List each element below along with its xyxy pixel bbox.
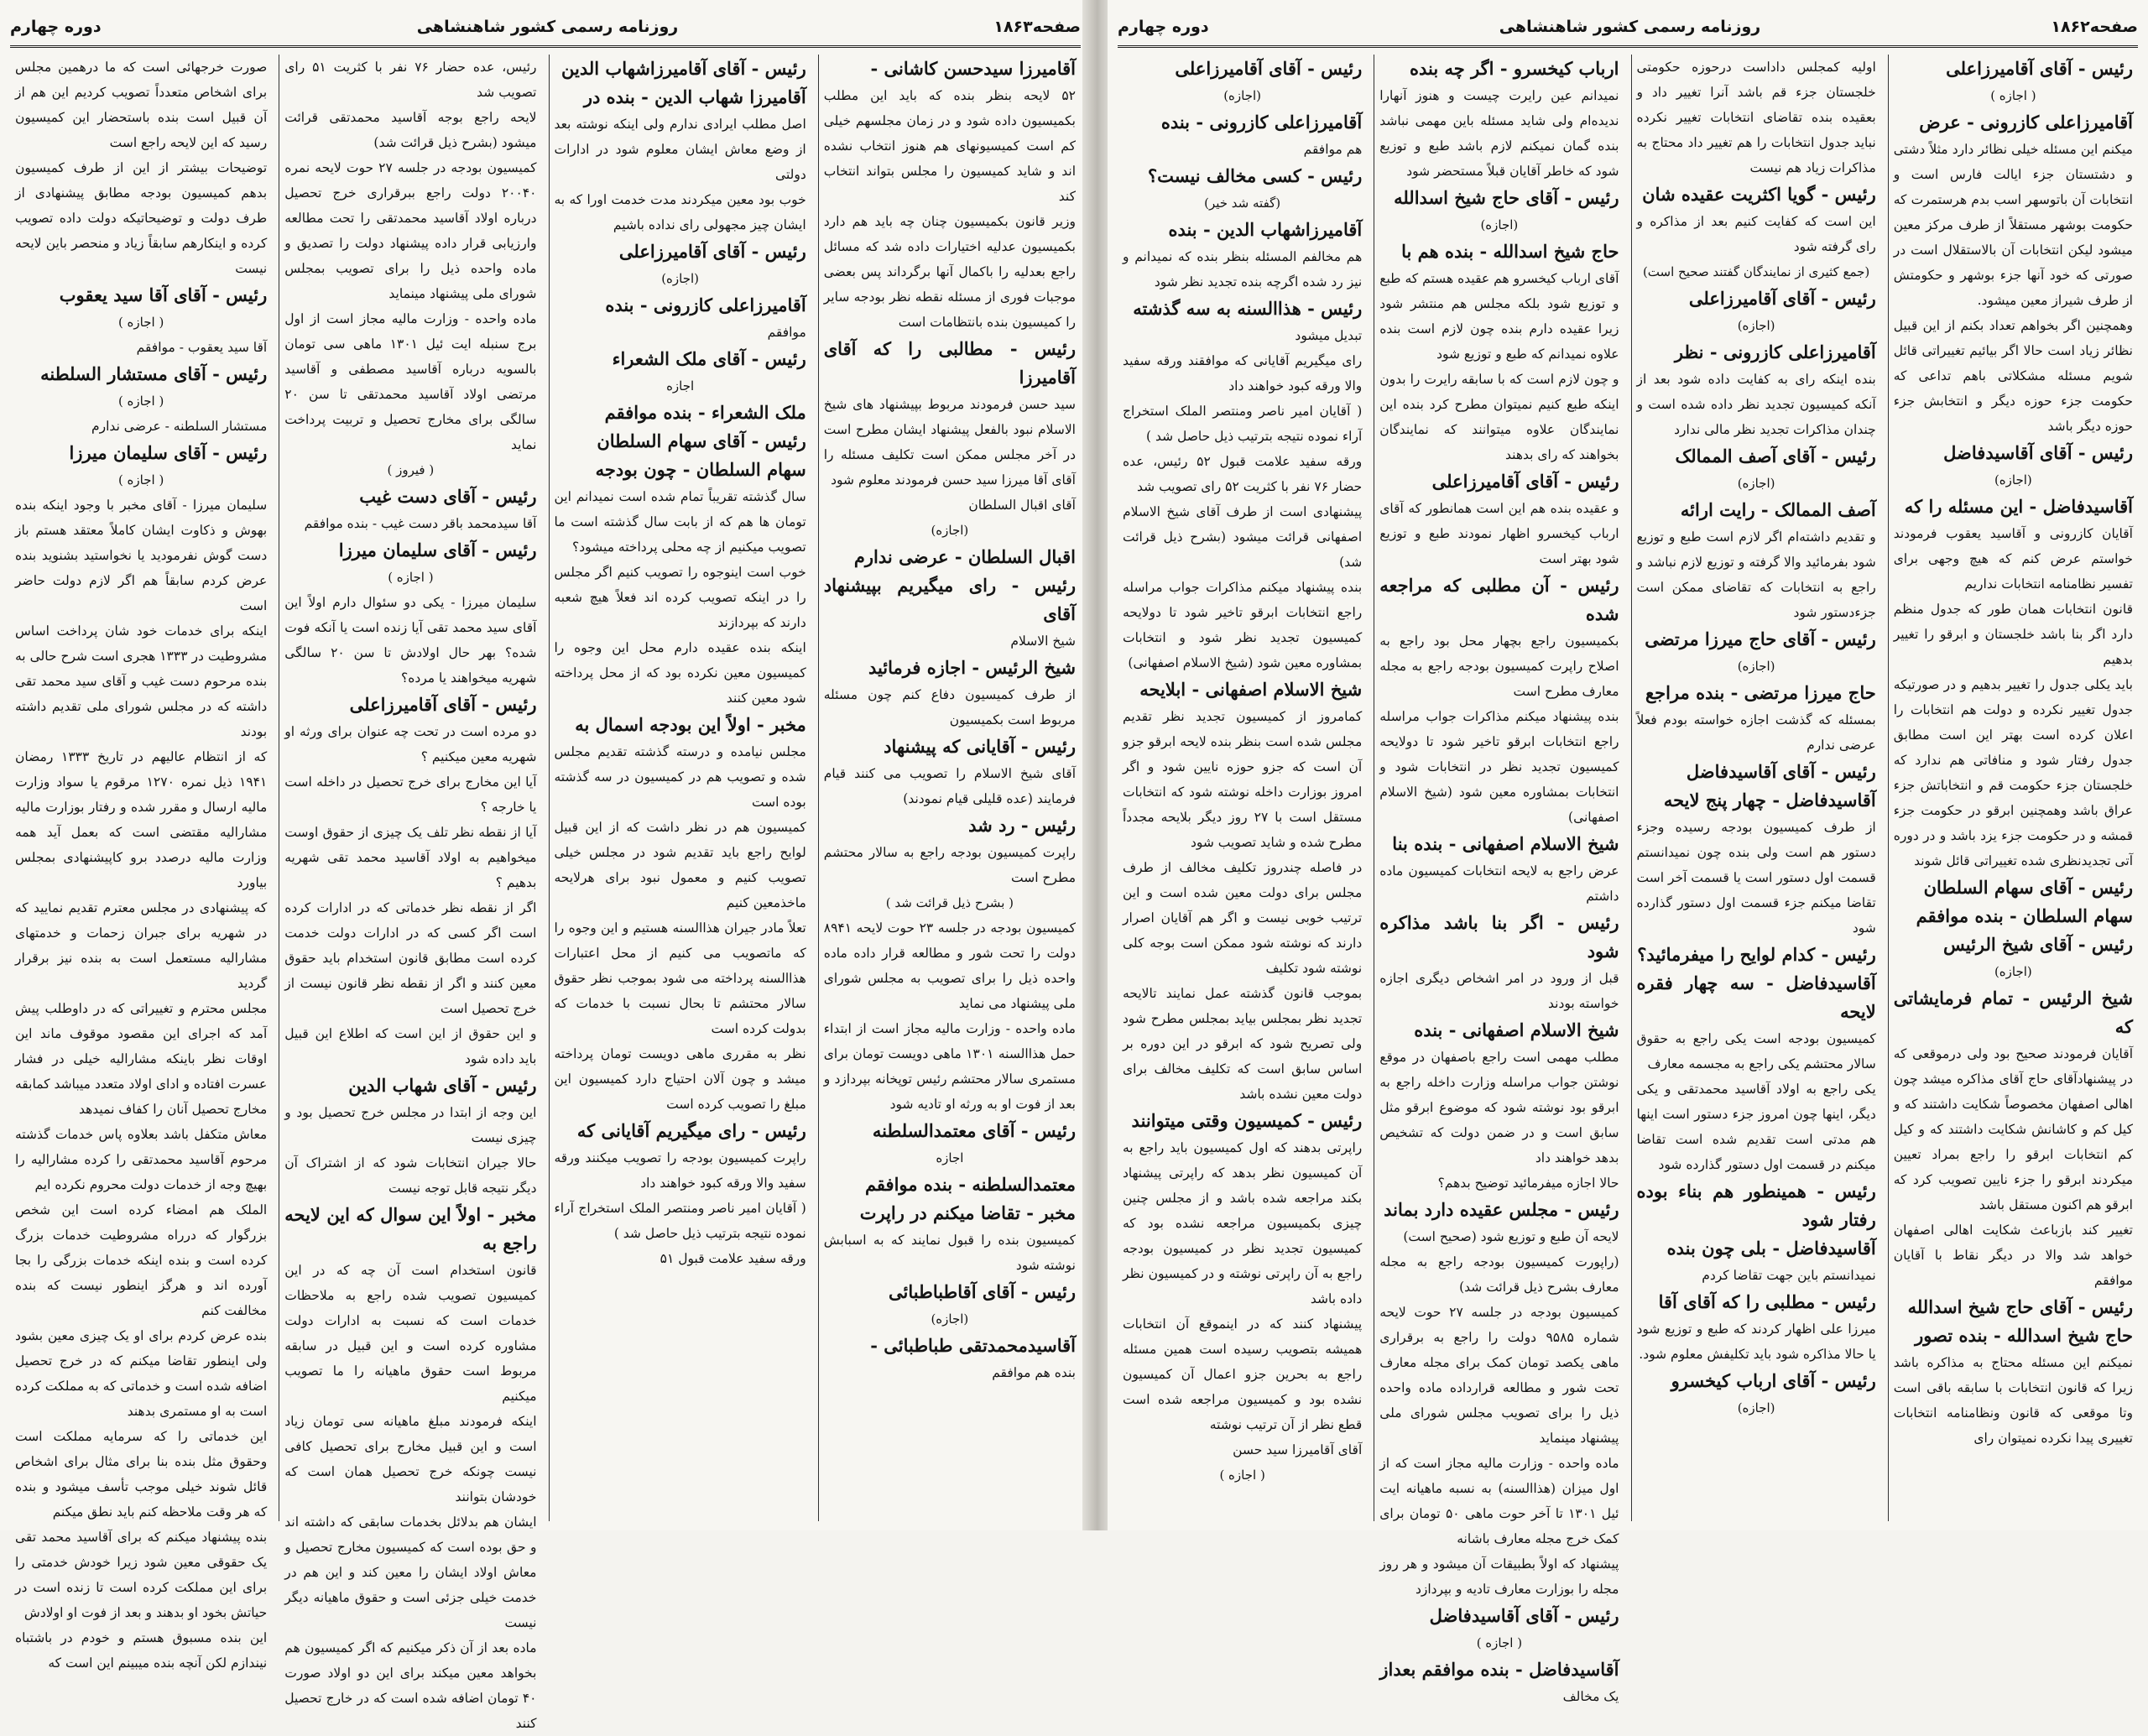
paragraph: نظر به مقرری ماهی دویست تومان پرداخته میشد و چون آلان احتیاج دارد کمیسیون این مبلغ را تصویب کرده است — [554, 1046, 806, 1112]
note-line: (اجازه) — [931, 1311, 969, 1327]
paragraph: سلیمان میرزا - یکی دو سئوال دارم اولاً این آقای سید محمد تقی آیا زنده است یا آنکه فوت شده؟ بهر حال اولادش تا سن ۲۰ سالگی شهریه میخواهند یا مرده؟ — [284, 595, 537, 686]
paragraph: آقایان فرمودند صحیح بود ولی درموقعی که در پیشنهادآقای حاج آقای مذاکره میشد چون اهالی اصفهان مخصوصاً شکایت داشتند که و کیل کم و کاشانش شکایت داشتند که و کیل کم انتخابات ابرقو را راجع بمراد تعیین میکردند ابرقو را جزء نایین تصویب کرد که ابرقو هم اکنون مستقل باشد — [1893, 1046, 2133, 1212]
speaker-line: سهام السلطان - بنده موافقم — [1916, 905, 2133, 926]
column-group — [1118, 55, 2138, 1704]
speaker-line: رئیس - آقای معتمدالسلطنه — [872, 1120, 1076, 1141]
page-header — [1118, 8, 2138, 48]
paragraph: ۵۲ لایحه بنظر بنده که باید این مطلب بکمیسیون داده شود و در زمان مجلسهم خیلی کم است کمیسیونهای هم هنوز انتخاب نشده اند و شاید کمیسیون را مجلس بتواند انتخاب کند — [823, 88, 1076, 204]
speaker-line: رئیس - آقای شیخ الرئیس — [1942, 934, 2133, 955]
paragraph: وزیر قانون بکمیسیون چنان چه باید هم دارد بکمیسیون عدلیه اختیارات داده شد که مسائل راجع بعدلیه را باکمال آنها برگرداند پس بعضی موجبات فوری از مسئله نقطه نظر بودجه سایر را کمیسیون بنده بانتظامات است — [823, 214, 1076, 330]
paragraph: تغییر کند بازباعث شکایت اهالی اصفهان خواهد شد والا در دیگر نقاط با آقایان موافقم — [1893, 1222, 2133, 1288]
paragraph: کمامروز از کمیسیون تجدید نظر تقدیم مجلس شده است بنظر بنده لایحه ابرقو جزو آن است که جزو حوزه نایین شود و اگر امروز بوزارت داخله نوشته شود که انتخابات مستقل است با ۲۷ روز دیگر بلایحه مجدداً مطرح شده و شاید تصویب شود — [1123, 709, 1363, 850]
paragraph: آقای اقبال السلطان — [968, 498, 1076, 513]
paragraph: مستشار السلطنه - عرضی ندارم — [91, 419, 268, 434]
paragraph: اینکه فرمودند مبلغ ماهیانه سی تومان زیاد است و این قبیل مخارج برای تحصیل کافی نیست چونکه خرج تحصیل همان است که خودشان بتوانند — [284, 1414, 537, 1504]
note-line: (اجازه) — [1737, 476, 1775, 491]
speaker-line: رئیس - آقای آقامیرزاعلی — [1431, 471, 1619, 492]
paragraph: مطلب مهمی است راجع باصفهان در موقع نوشتن جواب مراسله وزارت داخله راجع به ابرقو بود نوشته شود که موضوع ابرقو مثل سابق است و در ضمن دولت که تشخیص بدهد خواهند داد — [1379, 1050, 1619, 1165]
paragraph: نمیدانستم باین جهت تقاضا کردم — [1702, 1268, 1876, 1283]
paragraph: و این حقوق از این است که اطلاع این قبیل باید داده شود — [284, 1026, 537, 1066]
note-line: ( اجازه ) — [1219, 1468, 1265, 1483]
paragraph: نمیکنم این مسئله محتاج به مذاکره باشد زیرا که قانون انتخابات با سابقه باقی است وتا موقعی که قانون ونظامنامه انتخابات تغییری پیدا نکرده نمیتوان رای — [1893, 1355, 2133, 1446]
paragraph: شیخ الاسلام — [1010, 633, 1076, 649]
paragraph: لایحه راجع بوجه آقاسید محمدتقی قرائت میشود (بشرح ذیل قرائت شد) — [284, 110, 537, 150]
speaker-line: رئیس - آقای آقامیرزاعلی — [618, 241, 806, 262]
speaker-line: آقاسیدمحمدتقی طباطبائی - — [870, 1335, 1076, 1356]
paragraph: آقایان کازرونی و آقاسید یعقوب فرمودند خواستم عرض کنم که هیچ وجهی برای تفسیر نظامنامه انتخابات نداریم — [1893, 526, 2133, 592]
paragraph: بنده عرض کردم برای او یک چیزی معین بشود ولی اینطور تقاضا میکنم که در خرج تحصیل اضافه شده است و خدماتی که به مملکت کرده است به او مستمری بدهند — [15, 1328, 268, 1419]
speaker-line: رئیس - آقای مستشار السلطنه — [40, 363, 268, 384]
paragraph: بنده هم موافقم — [992, 1365, 1076, 1380]
speaker-line: رئیس - آقای آقا سید یعقوب — [59, 284, 268, 305]
speaker-line: رئیس - کدام لوایح را میفرمائید؟ — [1637, 944, 1876, 965]
paragraph: کمیسیون بنده را قبول نمایند که به اسبابش نوشته شود — [823, 1233, 1076, 1273]
paragraph: موافقم — [767, 325, 806, 340]
paragraph: نمیدانم عین رایرت چیست و هنوز آنهارا ندیده‌ام ولی شاید مسئله باین مهمی نباشد بنده گمان نمیکنم لازم باشد طبع و توزیع شود که خاطر آقایان قبلاً مستحضر شود — [1379, 88, 1619, 179]
speaker-line: رئیس - آقای سلیمان میرزا — [338, 540, 537, 560]
speaker-line: آقاسیدفاضل - این مسئله را که — [1904, 496, 2133, 517]
note-line: (اجازه) — [1994, 472, 2032, 487]
speaker-line: رئیس - آقای آقامیرزاعلی — [1688, 288, 1876, 309]
note-line: ( اجازه ) — [1476, 1635, 1523, 1650]
paragraph: آیا این مخارج برای خرج تحصیل در داخله است یا خارجه ؟ — [284, 774, 537, 815]
paragraph: قانون استخدام است آن چه که در این کمیسیون تصویب شده راجع به ملاحظات خدمات است که نسبت به ادارات دولت مشاوره کرده است و این قبیل در سابقه مربوط است حقوق ماهیانه را ما تصویب میکنیم — [284, 1263, 537, 1404]
speaker-line: آقامیرزاعلی کازرونی - نظر — [1674, 341, 1876, 362]
paragraph: سال گذشته تقریباً تمام شده است نمیدانم این تومان ها هم که از بابت سال گذشته است ما تصویب میکنیم از چه محلی پرداخته میشود؟ — [554, 489, 806, 555]
paragraph: باید یکلی جدول را تغییر بدهیم و در صورتیکه جدول تغییر نکرده و دولت هم انتخابات را اعلان کرده است بهتر این است مطابق جدول رفتار شود و منافاتی هم ندارد که خلجستان جزء حکومت قم و انتخاباتش جزء عراق باشد وهمچنین ابرقو در حکومت جزء قمشه و در حکومت جزء یزد باشد و در دوره آتی تجدیدنظری شده تغییراتی قائل شوند — [1893, 677, 2133, 868]
speaker-line: رئیس - کمیسیون وقتی میتوانند — [1131, 1110, 1363, 1131]
right-page — [1108, 0, 2148, 1704]
speaker-line: رئیس - اگر بنا باشد مذاکره شود — [1379, 912, 1619, 962]
speaker-line: شیخ الاسلام اصفهانی - ابلایحه — [1139, 679, 1363, 700]
speaker-line: آقاسیدفاضل - چهار پنج لایحه — [1663, 790, 1876, 811]
speaker-line: آصف الممالک - رایت ارائه — [1680, 499, 1876, 520]
speaker-line: آقاسیدفاضل - بنده موافقم بعداز — [1379, 1659, 1619, 1680]
paragraph: صورت خرجهائی است که ما درهمین مجلس برای اشخاص متعدداً تصویب کردیم این هم از آن قبیل است بنده باستحضار این کمیسیون رسید که این لایحه راجع است — [15, 60, 268, 150]
paragraph: اگر از نقطه نظر خدماتی که در ادارات کرده است اگر کسی که در ادارات دولت خدمت کرده است مطابق قانون استخدام باید حقوق معین کنند و اگر از نقطه نظر قانون نیست از خرج تحصیل است — [284, 900, 537, 1016]
paragraph: ماده واحده - وزارت مالیه مجاز است از ابتداء حمل هذاالسنه ۱۳۰۱ ماهی دویست تومان برای مستمری سالار محتشم رئیس توپخانه بپردازد و بعد از فوت او به ورثه او تادیه شود — [823, 1021, 1076, 1112]
speaker-line: رئیس - آقای آقاسیدفاضل — [1429, 1605, 1619, 1626]
speaker-line: رئیس - آقای آقامیرزاعلی — [1946, 58, 2133, 79]
note-line: ( اجازه ) — [117, 472, 164, 487]
speaker-line: رئیس - آقای آصف الممالک — [1675, 446, 1876, 467]
newspaper-title: روزنامه رسمی کشور شاهنشاهی — [416, 18, 679, 36]
paragraph: هم مخالفم المسئله بنظر بنده که نمیدانم و نیز رد شده اگرچه بنده تجدید نظر شود — [1123, 249, 1363, 289]
paragraph: ( آقایان امیر ناصر ومنتصر الملک استخراج آراء نموده نتیجه بترتیب ذیل حاصل شد ) — [1123, 404, 1363, 444]
note-line: (اجازه) — [1737, 659, 1775, 674]
paragraph: قبل از ورود در امر اشخاص دیگری اجازه خواسته بودند — [1379, 971, 1619, 1011]
paragraph: ماده واحده - وزارت مالیه مجاز است که از اول میزان (هذاالسنه) به نسبه ماهیانه ایت ئیل ۱۳۰۱ تا آخر حوت ماهی ۵۰ تومان برای کمک خرج مجله معارف باشانه — [1379, 1456, 1619, 1546]
paragraph: آقای آقامیرزا سید حسن — [1233, 1442, 1363, 1457]
paragraph: که پیشنهادی در مجلس معترم تقدیم نمایید که در شهریه برای جبران زحمات و خدمتهای مشارالیه مستعمل است به بنده نیز برقرار گردید — [15, 900, 268, 991]
paragraph: راپرتی بدهند که اول کمیسیون باید راجع به آن کمیسیون نظر بدهد که راپرتی پیشنهاد بکند مراجعه شده باشد و از مجلس چنین چیزی بکمیسیون مراجعه نشده بود که کمیسیون تجدید نظر در کمیسیون بودجه راجع به آن راپرتی نوشته و در کمیسیون نظر داده باشد — [1123, 1140, 1363, 1306]
paragraph: رای میگیریم آقایانی که موافقند ورقه سفید والا ورقه کبود خواهند داد — [1123, 353, 1363, 394]
speaker-line: آقامیرزاعلی کازرونی - بنده — [605, 295, 806, 315]
speaker-line: رئیس - آقای آقامیرزاعلی — [1175, 58, 1363, 79]
paragraph: عرض راجع به لایحه انتخابات کمیسیون ماده داشتم — [1379, 863, 1619, 904]
speaker-line: رئیس - آقای شهاب الدین — [348, 1075, 537, 1096]
speaker-line: رئیس - آن مطلبی که مراجعه شده — [1379, 575, 1619, 624]
paragraph: بنده پیشنهاد میکنم که برای آقاسید محمد تقی یک حقوقی معین شود زیرا خودش خدمتی را برای این مملکت کرده است تا زنده است در حیاتش بخود او بدهند و بعد از فوت او اولادش — [15, 1530, 268, 1620]
paragraph: کمیسیون بودجه در جلسه ۲۷ حوت لایحه نمره ۲۰۰۴۰ دولت راجع ببرقراری خرج تحصیل درباره اولاد آقاسید محمدتقی را تحت مطالعه وارزیابی قرار داده پیشنهاد دولت را تصدیق و ماده واحده ذیل را برای تصویب بمجلس شورای ملی پیشنهاد مینماید — [284, 160, 537, 301]
speaker-line: رئیس - آقای آقاطباطبائی — [889, 1281, 1076, 1302]
paragraph: ایشان هم بدلائل بخدمات سابقی که داشته اند و حق بوده است که کمیسیون مخارج تحصیل و معاش اولاد ایشان را معین کند و این هم در خدمت خیلی جزئی است و حقوق ماهیانه دیگر نیست — [284, 1514, 537, 1630]
paragraph: حالا اجازه میفرمائید توضیح بدهم؟ — [1437, 1176, 1619, 1191]
note-line: اجازه — [666, 378, 695, 394]
speaker-line: رئیس - آقای سهام السلطان — [1923, 877, 2133, 898]
speaker-line: ارباب کیخسرو - اگر چه بنده — [1410, 58, 1619, 79]
speaker-line: شیخ الاسلام اصفهانی - بنده — [1414, 1019, 1619, 1040]
paragraph: بموجب قانون گذشته عمل نمایند تالایحه تجدید نظر بمجلس بیاید بمجلس مطرح شود ولی تصریح شود که ابرقو در این دوره بر اساس سابق است که تکلیف مخالف برای دولت معین نشده باشد — [1123, 986, 1363, 1102]
speaker-line: رئیس - آقایانی که پیشنهاد — [884, 736, 1076, 757]
paragraph: کمیسیون هم در نظر داشت که از این قبیل لوایح راجع باید تقدیم شود در مجلس خیلی تصویب کنیم و معمول نبود برای هرلایحه ماخذمعین کنیم — [554, 820, 806, 910]
paragraph: ماده واحده - وزارت مالیه مجاز است از اول برج سنبله ایت ئیل ۱۳۰۱ ماهی سی تومان بالسویه درباره آقاسید مصطفی و آقاسید مرتضی اولاد آقاسید محمدتقی تا سن ۲۰ سالگی برای مخارج تحصیل و تربیت پرداخت نماید — [284, 311, 537, 452]
paragraph: معاش متکفل باشد بعلاوه پاس خدمات گذشته مرحوم آقاسید محمدتقی را کرده مشارالیه را بهیچ وجه از خدمات دولت محروم نکرده ایم — [15, 1127, 268, 1192]
paragraph: سلیمان میرزا - آقای مخبر با وجود اینکه بنده بهوش و ذکاوت ایشان کاملاً معتقد هستم باز دست گوش نفرمودید یا نخواستید بشنوید بنده عرض کردم سابقاً هم اگر لازم دولت حاضر است — [15, 498, 268, 613]
speaker-line: رئیس - آقای حاج شیخ اسدالله — [1394, 187, 1619, 208]
speaker-line: شیخ الرئیس - تمام فرمایشاتی که — [1893, 988, 2133, 1037]
paragraph: یکی راجع به اولاد آقاسید محمدتقی و یکی دیگر، اینها چون امروز جزء دستور است اینها هم مدتی است تقدیم شده است تقاضا میکنم در قسمت اول دستور گذارده شود — [1636, 1082, 1876, 1172]
text-column — [10, 55, 272, 1671]
note-line: (گفته شد خیر) — [1204, 195, 1281, 211]
speaker-line: حاج شیخ اسدالله - بنده هم با — [1401, 241, 1619, 262]
paragraph: راپرت کمیسیون بودجه راجع به سالار محتشم مطرح است — [823, 845, 1076, 885]
paragraph: از طرف کمیسیون دفاع کنم چون مسئله مربوط است بکمیسیون — [823, 687, 1076, 727]
paragraph: حالا جیران انتخابات شود که از اشتراک آن دیگر نتیجه قابل توجه نیست — [284, 1155, 537, 1196]
note-line: (اجازه) — [1994, 964, 2032, 979]
paragraph: بمسئله که گذشت اجازه خواسته بودم فعلاً عرضی ندارم — [1636, 712, 1876, 753]
paragraph: و عقیده بنده هم این است همانطور که آقای ارباب کیخسرو اظهار نمودند طبع و توزیع شود بهتر است — [1379, 501, 1619, 566]
term-label: دوره چهارم — [1118, 18, 1209, 36]
text-column — [1374, 55, 1624, 1704]
paragraph: بنده اینکه رای به کفایت داده شود بعد از آنکه کمیسیون تجدید نظر داده شده است و چندان مذاکرات تجدید نظر مالی ندارد — [1636, 372, 1876, 437]
speaker-line: معتمدالسلطنه - بنده موافقم — [864, 1174, 1076, 1195]
text-column — [1118, 55, 1367, 1521]
speaker-line: رئیس - رد شد — [968, 815, 1076, 836]
paragraph: و تقدیم داشته‌ام اگر لازم است طبع و توزیع شود بفرمائید والا گرفته و توزیع لازم نباشد و راجع به انتخابات که تقاضای ممکن است جزءدستور شود — [1636, 529, 1876, 620]
note-line: ( اجازه ) — [117, 315, 164, 330]
paragraph: میرزا علی اظهار کردند که طبع و توزیع شود یا حالا مذاکره شود باید تکلیفش معلوم شود. — [1636, 1322, 1876, 1362]
paragraph: میکنم این مسئله خیلی نظائر دارد مثلاً دشتی و دشتستان جزء ایالت فارس است و انتخابات آن باتوسهر اسب بدم هرستمرت که حکومت بوشهر مستقلاً از طرف مرکز معین میشود لیکن انتخابات آن بالاستقلال است در صورتی که خود آنها جزء بوشهر و حکومتش از طرف شیراز معین میشود. — [1893, 142, 2133, 308]
paragraph: کمیسیون بودجه در جلسه ۲۷ حوت لایحه شماره ۹۵۸۵ دولت را راجع به برقراری ماهی یکصد تومان کمک برای مجله معارف تحت شور و مطالعه قرارداده ماده واحده ذیل را برای تصویب مجلس شورای ملی پیشنهاد مینماید — [1379, 1305, 1619, 1446]
paragraph: آیا از نقطه نظر تلف یک چیزی از حقوق اوست میخواهیم به اولاد آقاسید محمد تقی شهریه بدهیم ؟ — [284, 825, 537, 890]
paragraph: اینکه بنده عقیده دارم محل این وجوه را کمیسیون معین نکرده بود که از محل پرداخته شود معین کنند — [554, 640, 806, 706]
paragraph: وهمچنین اگر بخواهم تعداد بکنم از این قبیل نظائر زیاد است حالا اگر بیائیم تغییراتی قائل شویم مسئله مشکلاتی باهم تداعی که حکومت جزء حوزه دیگر و انتخابش جزء حوزه دیگر باشد — [1893, 318, 2133, 434]
page-number: صفحه۱۸۶۲ — [2051, 18, 2138, 36]
speaker-line: آقامیرزاعلی کازرونی - عرض — [1919, 112, 2133, 133]
paragraph: سید حسن فرمودند مربوط بپیشنهاد های شیخ الاسلام نبود بالفعل پیشنهاد ایشان مطرح است در آخر مجلس ممکن است تکلیف مسئله را آقای آقا میرزا سید حسن فرمودند معلوم شود — [823, 397, 1076, 487]
speaker-line: رئیس - آقای دست غیب — [359, 486, 537, 507]
paragraph: لایحه آن طبع و توزیع شود (صحیح است) — [1403, 1229, 1619, 1244]
speaker-line: رئیس - مطالبی را که آقای آقامیرزا — [823, 338, 1076, 388]
term-label: دوره چهارم — [10, 18, 102, 36]
text-column — [818, 55, 1081, 1521]
paragraph: که از انتظام عالیهم در تاریخ ۱۳۳۳ رمضان ۱۹۴۱ ذیل نمره ۱۲۷۰ مرقوم یا سواد وزارت مالیه ارسال و مقرر شده و رفتار بوزارت مالیه مشارالیه مقتضی است که بعمل آید همه وزارت مالیه درصدد برو کاپیشنهادی بمجلس بیاورد — [15, 749, 268, 890]
paragraph: خوب است اینوجوه را تصویب کنیم اگر مجلس را در اینکه تصویب کرده اند فعلاً هیچ شعبه دارند که بپردازند — [554, 565, 806, 630]
speaker-line: رئیس - آقای آقاسیدفاضل — [1686, 761, 1876, 782]
speaker-line: رئیس - آقای حاج میرزا مرتضی — [1645, 628, 1876, 649]
speaker-line: شیخ الاسلام اصفهانی - بنده بنا — [1392, 833, 1619, 854]
note-line: (اجازه) — [1737, 318, 1775, 333]
speaker-line: مخبر - تقاضا میکنم در راپرت — [859, 1202, 1076, 1223]
speaker-line: رئیس - کسی مخالف نیست؟ — [1147, 165, 1363, 186]
speaker-line: حاج شیخ اسدالله - بنده تصور — [1915, 1325, 2133, 1346]
note-line: ( اجازه ) — [1990, 88, 2036, 103]
note-line: (اجازه) — [1223, 88, 1262, 103]
speaker-line: رئیس - آقای حاج شیخ اسدالله — [1907, 1296, 2133, 1317]
paragraph: مجلس نیامده و درسته گذشته تقدیم مجلس شده و تصویب هم در کمیسیون در سه گذشته بوده است — [554, 744, 806, 810]
column-group — [10, 55, 1081, 1731]
page-header — [10, 8, 1081, 48]
text-column — [1888, 55, 2138, 1521]
speaker-line: حاج میرزا مرتضی - بنده مراجع — [1645, 682, 1876, 703]
speaker-line: رئیس - مطلبی را که آقای آقا — [1658, 1291, 1876, 1312]
paragraph: این خدماتی را که سرمایه مملکت است وحقوق مثل بنده بنا برای مثال برای اشخاص قائل شوند خیلی موجب تأسف میشود و بنده که هر وقت ملاحظه کنم باید نطق میکنم — [15, 1429, 268, 1520]
paragraph: آقا سید یعقوب - موافقم — [136, 340, 268, 355]
note-line: ( اجازه ) — [388, 570, 434, 585]
paragraph: از طرف کمیسیون بودجه رسیده وجزء دستور هم است ولی بنده چون نمیدانستم قسمت اول دستور است یا قسمت آخر است تقاضا میکنم جزء قسمت اول دستور گذارده شود — [1636, 820, 1876, 936]
speaker-line: مخبر - اولاً این بودجه اسمال به — [575, 714, 806, 735]
text-column — [279, 55, 541, 1731]
note-line: اجازه — [936, 1150, 964, 1165]
paragraph: ( آقایان امیر ناصر ومنتصر الملک استخراج آراء نموده نتیجه بترتیب ذیل حاصل شد ) — [554, 1201, 806, 1241]
note-line: (اجازه) — [661, 271, 700, 286]
speaker-line: آقامیرزاعلی کازرونی - بنده — [1160, 112, 1363, 133]
speaker-line: ملک الشعراء - بنده موافقم — [604, 402, 806, 423]
speaker-line: سهام السلطان - چون بودجه — [595, 459, 806, 480]
speaker-line: رئیس - همینطور هم بناء بوده رفتار شود — [1636, 1181, 1876, 1230]
text-column — [549, 55, 811, 1521]
page-number: صفحه۱۸۶۳ — [993, 18, 1081, 36]
paragraph: خوب بود معین میکردند مدت خدمت اورا که به ایشان چیز مجهولی رای نداده باشیم — [554, 192, 806, 232]
paragraph: دو مرده است در تحت چه عنوان برای ورثه او شهریه معین میکنیم ؟ — [284, 724, 537, 764]
speaker-line: آقاسیدفاضل - سه چهار فقره لایحه — [1636, 972, 1876, 1022]
paragraph: آقای شیخ الاسلام را تصویب می کنند قیام فرمایند (عده قلیلی قیام نمودند) — [823, 766, 1076, 806]
paragraph: بنده پیشنهاد میکنم مذاکرات جواب مراسله راجع انتخابات ابرقو تاخیر شود تا دولایحه کمیسیون تجدید نظر شود و انتخابات بمشاوره معین شود (شیخ الاسلام اصفهانی) — [1123, 580, 1363, 670]
speaker-line: رئیس - آقای آقامیرزاشهاب الدین — [561, 58, 806, 79]
paragraph: و چون لازم است که با سابقه رایرت را بدون اینکه طبع کنیم نمیتوان مطرح کرد بنده این نمایندگان علاوه میتوانند که نمایندگان بخواهند که رای بدهند — [1379, 372, 1619, 462]
note-line: (اجازه) — [1480, 217, 1519, 232]
note-line: (جمع کثیری از نمایندگان گفتند صحیح است) — [1642, 264, 1870, 279]
paragraph: هم موافقم — [1303, 142, 1363, 157]
speaker-line: رئیس - گویا اکثریت عقیده شان — [1642, 184, 1876, 205]
paragraph: اینکه برای خدمات خود شان پرداخت اساس مشروطیت در ۱۳۳۳ هجری است شرح حالی به بنده مرحوم دست غیب و آقای سید محمد تقی داشته که در مجلس شورای ملی تقدیم داشته بودند — [15, 623, 268, 739]
paragraph: اصل مطلب ایرادی ندارم ولی اینکه نوشته بعد از وضع معاش ایشان معلوم شود در ادارات دولتی — [554, 117, 806, 182]
paragraph: بکمیسیون راجع بچهار محل بود راجع به اصلاح راپرت کمیسیون بودجه راجع به مجله معارف مطرح است — [1379, 633, 1619, 699]
speaker-line: رئیس - آقای ملک الشعراء — [612, 348, 806, 369]
speaker-line: رئیس - آقای آقامیرزاعلی — [349, 694, 537, 715]
paragraph: الملک هم امضاء کرده است این شخص بزرگوار که درراه مشروطیت خدمات بزرگ کرده است و بنده اینکه خدمات بزرگی را بجا آورده اند و هرگز اینطور نیست که بنده مخالفت کنم — [15, 1202, 268, 1318]
newspaper-title: روزنامه رسمی کشور شاهنشاهی — [1499, 18, 1761, 36]
speaker-line: رئیس - هذاالسنه به سه گذشته — [1133, 298, 1363, 319]
speaker-line: اقبال السلطان - عرضی ندارم — [853, 546, 1076, 567]
paragraph: ماده بعد از آن ذکر میکنیم که اگر کمیسیون هم بخواهد معین میکند برای این دو اولاد صورت ۴۰ تومان اضافه شده است که در خارج تحصیل کنند — [284, 1640, 537, 1731]
speaker-line: رئیس - آقای آقاسیدفاضل — [1943, 442, 2133, 463]
note-line: (اجازه) — [931, 523, 969, 538]
paragraph: اولیه کمجلس داداست درحوزه حکومتی خلجستان جزء قم باشد آنرا تغییر داد و بعقیده بنده تقاضای انتخابات تغییر نکرده نباید جدول انتخابات را هم تغییر داد محتاج به مذاکرات زیاد هم نیست — [1636, 60, 1876, 175]
speaker-line: آقامیرزاشهاب الدین - بنده — [1168, 219, 1363, 240]
speaker-line: رئیس - رای میگیریم بپیشنهاد آقای — [823, 575, 1076, 624]
paragraph: (راپورت کمیسیون بودجه راجع به مجله معارف بشرح ذیل قرائت شد) — [1379, 1254, 1619, 1295]
paragraph: راپرت کمیسیون بودجه را تصویب میکنند ورقه سفید والا ورقه کبود خواهند داد — [554, 1150, 806, 1191]
paragraph: این است که کفایت کنیم بعد از مذاکره و رای گرفته شود — [1636, 214, 1876, 254]
speaker-line: آقاسیدفاضل - بلی چون بنده — [1666, 1238, 1876, 1259]
speaker-line: آقامیرزا شهاب الدین - بنده در — [583, 86, 806, 107]
note-line: ( بشرح ذیل قرائت شد ) — [885, 895, 1014, 910]
note-line: (اجازه) — [1737, 1400, 1775, 1415]
paragraph: پیشنهادی است از طرف آقای شیخ الاسلام اصفهانی قرائت میشود (بشرح ذیل قرائت شد) — [1123, 504, 1363, 570]
note-line: ( اجازه ) — [117, 394, 164, 409]
paragraph: این بنده مسبوق هستم و خودم در باشتباه نیندازم لکن آنچه بنده میبینم این است که — [15, 1630, 268, 1671]
paragraph: یک مخالف — [1562, 1689, 1619, 1704]
paragraph: ورقه سفید علامت قبول ۵۱ — [660, 1251, 806, 1266]
paragraph: ورقه سفید علامت قبول ۵۲ رئیس، عده حضار ۷۶ نفر با کثریت ۵۲ رای تصویب شد — [1123, 454, 1363, 494]
paragraph: پیشنهاد کنند که در اینموقع آن انتخابات همیشه بتصویب رسیده است همین مسئله راجع به بحرین جزو اعمال آن کمیسیون نشده بود و کمیسیون مراجعه شده است قطع نظر از آن ترتیب نوشته — [1123, 1316, 1363, 1432]
paragraph: رئیس، عده حضار ۷۶ نفر با کثریت ۵۱ رای تصویب شد — [284, 60, 537, 100]
text-column — [1631, 55, 1881, 1521]
paragraph: این وجه از ابتدا در مجلس خرج تحصیل بود و چیزی نیست — [284, 1105, 537, 1145]
note-line: ( فیروز ) — [387, 462, 435, 477]
paragraph: پیشنهاد که اولاً بطبیقات آن میشود و هر روز مجله را بوزارت معارف تادیه و بپردازد — [1379, 1556, 1619, 1597]
paragraph: قانون انتخابات همان طور که جدول منظم دارد اگر بنا باشد خلجستان و ابرقو را تغییر بدهیم — [1893, 602, 2133, 667]
paragraph: آقای ارباب کیخسرو هم عقیده هستم که طبع و توزیع شود بلکه مجلس هم منتشر شود زیرا عقیده دارم بنده چون لازم است بنده علاوه نمیدانم که طبع و توزیع شود — [1379, 271, 1619, 362]
paragraph: کمیسیون بودجه در جلسه ۲۳ حوت لایحه ۸۹۴۱ دولت را تحت شور و مطالعه قرار داده ماده واحده ذیل را برای تصویب به مجلس شورای ملی پیشنهاد می نماید — [823, 920, 1076, 1011]
speaker-line: مخبر - اولاً این سوال که این لایحه راجع به — [284, 1204, 537, 1254]
speaker-line: رئیس - آقای سلیمان میرزا — [69, 442, 268, 463]
paragraph: تعلاً مادر جیران هذاالسنه هستیم و این وجوه را که ماتصویب می کنیم از محل اعتبارات هذاالسنه پرداخته می شود بموجب نظر حقوق سالار محتشم تا بحال نسبت با خدمات که بدولت کرده است — [554, 920, 806, 1036]
paragraph: تبدیل میشود — [1295, 328, 1363, 343]
speaker-line: رئیس - رای میگیریم آقایانی که — [576, 1120, 806, 1141]
paragraph: مجلس محترم و تغییراتی که در داوطلب پیش آمد که اجرای این مقصود موقوف ماند این اوقات نظر باینکه مشارالیه خیلی در فشار عسرت افتاده و ادای اولاد متعدد میباشد کمابقه مخارج تحصیل آنان را کفاف نمیدهد — [15, 1001, 268, 1117]
paragraph: کمیسیون بودجه است یکی راجع به حقوق سالار محتشم یکی راجع به مجسمه معارف — [1636, 1031, 1876, 1071]
paragraph: در فاصله چندروز تکلیف مخالف از طرف مجلس برای دولت معین شده است و این ترتیب خوبی نیست و اگر هم آقایان اصرار دارند که نوشته شود ممکن است بوجه کلی نوشته شود تکلیف — [1123, 860, 1363, 976]
speaker-line: رئیس - آقای سهام السلطان — [597, 430, 806, 451]
speaker-line: رئیس - آقای ارباب کیخسرو — [1671, 1370, 1876, 1391]
speaker-line: آقامیرزا سیدحسن کاشانی - — [870, 58, 1076, 79]
speaker-line: رئیس - مجلس عقیده دارد بماند — [1384, 1199, 1619, 1220]
paragraph: بنده پیشنهاد میکنم مذاکرات جواب مراسله راجع انتخابات ابرقو تاخیر شود تا دولایحه کمیسیون تجدید نظر در انتخابات شود و انتخابات بمشاوره معین شود (شیخ الاسلام اصفهانی) — [1379, 709, 1619, 825]
speaker-line: شیخ الرئیس - اجازه فرمائید — [868, 657, 1076, 678]
paragraph: آقا سیدمحمد باقر دست غیب - بنده موافقم — [304, 516, 537, 531]
paragraph: توضیحات بیشتر از این از طرف کمیسیون بدهم کمیسیون بودجه مطابق پیشنهادی از طرف دولت و توضیحاتیکه دولت داده تصویب کرده و اینکارهم سابقاً زیاد و منحصر باین لایحه نیست — [15, 160, 268, 276]
